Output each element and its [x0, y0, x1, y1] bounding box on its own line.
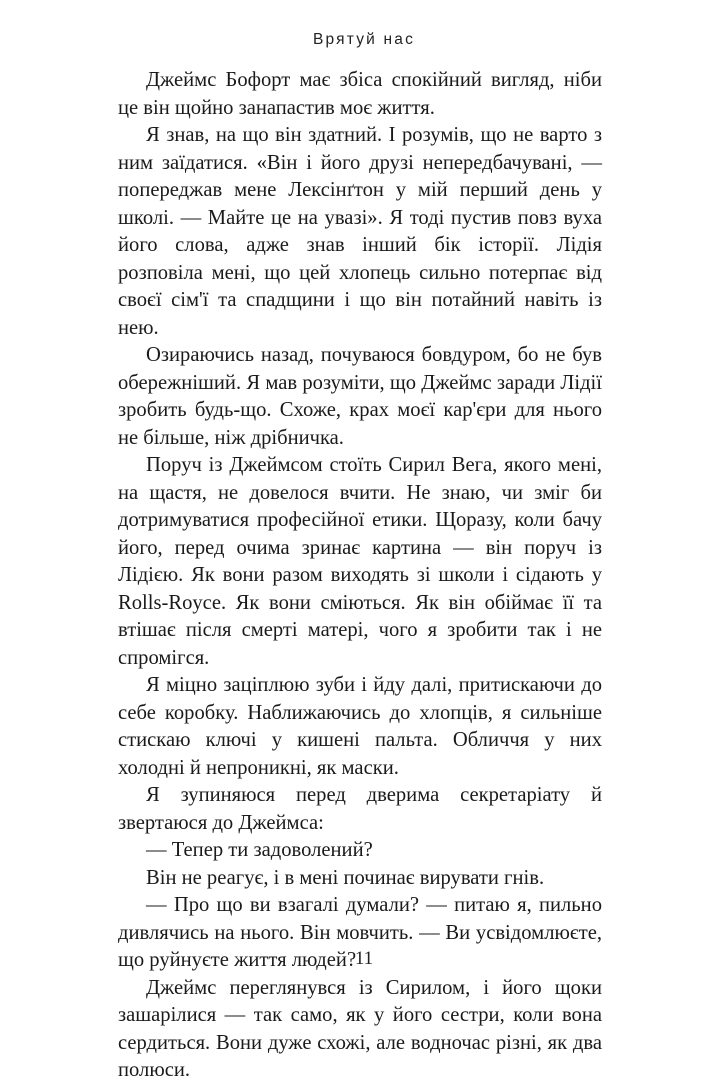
paragraph: Я зупиняюся перед дверима секретаріату й звертаюся до Джеймса: [118, 784, 602, 834]
paragraph: Я знав, на що він здатний. І розумів, що не варто з ним заїдатися. «Він і його друзі непередбачувані, — попереджав мене Лексінґтон у мій перший день у школі. — Майте це на увазі». Я тоді пустив повз вуха його слова, адже знав інший бік історії. Лідія розповіла мені, що цей хлопець сильно потерпає від своєї сім'ї та спадщини і що він потайний навіть із нею. [118, 124, 602, 339]
paragraph: Поруч із Джеймсом стоїть Сирил Вега, якого мені, на щастя, не довелося вчити. Не знаю, чи зміг би дотримуватися професійної етики. Щоразу, коли бачу його, перед очима зринає картина — він поруч із Лідією. Як вони разом виходять зі школи і сідають у Rolls-Royce. Як вони сміються. Як він обіймає її та втішає після смерті матері, чого я зробити так і не спромігся. [118, 454, 602, 669]
paragraph: Я міцно заціплюю зуби і йду далі, притискаючи до себе коробку. Наближаючись до хлопців, я сильніше стискаю ключі у кишені пальта. Обличчя у них холодні й непроникні, як маски. [118, 674, 602, 779]
paragraph: — Тепер ти задоволений? [146, 839, 373, 861]
running-head: Врятуй нас [312, 31, 416, 48]
body-text [118, 67, 602, 1085]
paragraph: — Про що ви взагалі думали? — питаю я, пильно дивлячись на нього. Він мовчить. — Ви усвідомлюєте, що руйнуєте життя людей? [118, 894, 602, 971]
paragraph: Він не реагує, і в мені починає вирувати гнів. [146, 866, 545, 889]
page-number: 11 [354, 948, 374, 969]
paragraph: Джеймс Бофорт має збіса спокійний вигляд, ніби це він щойно занапастив моє життя. [118, 69, 602, 119]
paragraph: Озираючись назад, почуваюся бовдуром, бо не був обережніший. Я мав розуміти, що Джеймс заради Лідії зробить будь-що. Схоже, крах моєї кар'єри для нього не більше, ніж дрібничка. [118, 344, 602, 449]
paragraph: Джеймс переглянувся із Сирилом, і його щоки зашарілися — так само, як у його сестри, коли вона сердиться. Вони дуже схожі, але водночас різні, як два полюси. [118, 976, 602, 1081]
